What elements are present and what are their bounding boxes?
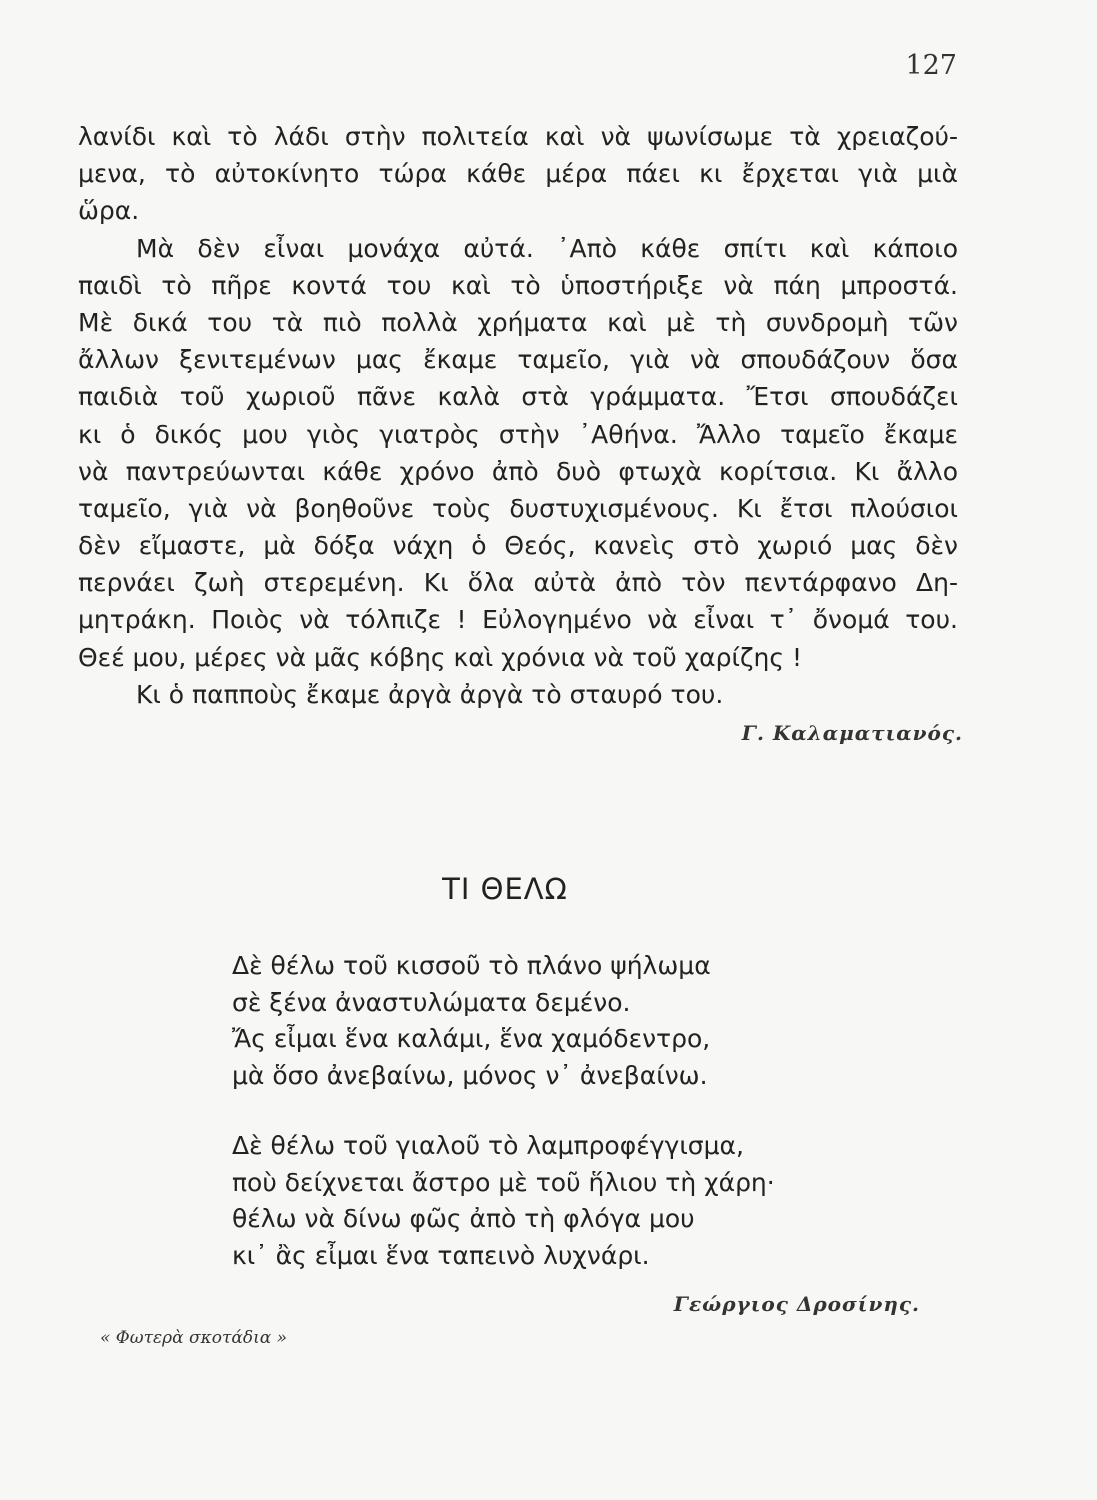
prose-line: Κι ὁ παπποὺς ἔκαμε ἀργὰ ἀργὰ τὸ σταυρό του. (136, 679, 724, 709)
poem-title: ΤΙ ΘΕΛΩ (442, 872, 568, 906)
prose-text (78, 118, 958, 713)
prose-line: παιδὶ τὸ πῆρε κοντά του καὶ τὸ ὑποστήριξε νὰ πάη μπροστά. (78, 270, 958, 300)
prose-line: παιδιὰ τοῦ χωριοῦ πᾶνε καλὰ στὰ γράμματα. Ἔτσι σπουδάζει (78, 382, 958, 412)
poem-line: θέλω νὰ δίνω φῶς ἀπὸ τὴ φλόγα μου (232, 1204, 695, 1233)
prose-line: μητράκη. Ποιὸς νὰ τόλπιζε ! Εὐλογημένο νὰ εἶναι τ᾿ ὄνομά του. (78, 605, 958, 635)
prose-line: ταμεῖο, γιὰ νὰ βοηθοῦνε τοὺς δυστυχισμένους. Κι ἔτσι πλούσιοι (78, 493, 958, 523)
poem-stanza-2 (232, 1128, 775, 1274)
author-signature-prose: Γ. Καλαματιανός. (741, 721, 963, 745)
poem-source: « Φωτερὰ σκοτάδια » (100, 1328, 288, 1348)
prose-line: λανίδι καὶ τὸ λάδι στὴν πολιτεία καὶ νὰ ψωνίσωμε τὰ χρειαζού- (78, 122, 958, 151)
prose-line: κι ὁ δικός μου γιὸς γιατρὸς στὴν ᾿Αθήνα. Ἄλλο ταμεῖο ἔκαμε (78, 419, 958, 449)
author-signature-poem: Γεώργιος Δροσίνης. (673, 1292, 920, 1316)
poem-line: Ἄς εἶμαι ἕνα καλάμι, ἕνα χαμόδεντρο, (232, 1024, 711, 1053)
page-number: 127 (905, 50, 957, 81)
prose-line: ἄλλων ξενιτεμένων μας ἔκαμε ταμεῖο, γιὰ νὰ σπουδάζουν ὅσα (78, 345, 958, 375)
prose-line: ὥρα. (78, 196, 140, 226)
poem-line: Δὲ θέλω τοῦ κισσοῦ τὸ πλάνο ψήλωμα (232, 951, 711, 980)
poem-line: μὰ ὅσο ἀνεβαίνω, μόνος ν᾿ ἀνεβαίνω. (232, 1060, 708, 1090)
poem-line: Δὲ θέλω τοῦ γιαλοῦ τὸ λαμπροφέγγισμα, (232, 1131, 744, 1160)
poem-line: κι᾿ ἂς εἶμαι ἕνα ταπεινὸ λυχνάρι. (232, 1240, 650, 1270)
poem-line: σὲ ξένα ἀναστυλώματα δεμένο. (232, 987, 631, 1017)
prose-line: δὲν εἴμαστε, μὰ δόξα νάχη ὁ Θεός, κανεὶς στὸ χωριό μας δὲν (78, 531, 958, 561)
poem-stanza-1 (232, 948, 711, 1094)
prose-line: μενα, τὸ αὐτοκίνητο τώρα κάθε μέρα πάει κι ἔρχεται γιὰ μιὰ (78, 159, 958, 189)
poem-line: ποὺ δείχνεται ἄστρο μὲ τοῦ ἥλιου τὴ χάρη· (232, 1167, 775, 1197)
prose-line: Μὰ δὲν εἶναι μονάχα αὐτά. ᾿Απὸ κάθε σπίτι καὶ κάποιο (136, 233, 958, 263)
prose-line: περνάει ζωὴ στερεμένη. Κι ὅλα αὐτὰ ἀπὸ τὸν πεντάρφανο Δη- (78, 568, 958, 598)
prose-line: Θεέ μου, μέρες νὰ μᾶς κόβης καὶ χρόνια νὰ τοῦ χαρίζης ! (78, 642, 803, 672)
prose-line: νὰ παντρεύωνται κάθε χρόνο ἀπὸ δυὸ φτωχὰ κορίτσια. Κι ἄλλο (78, 456, 958, 486)
prose-line: Μὲ δικά του τὰ πιὸ πολλὰ χρήματα καὶ μὲ τὴ συνδρομὴ τῶν (78, 307, 958, 337)
